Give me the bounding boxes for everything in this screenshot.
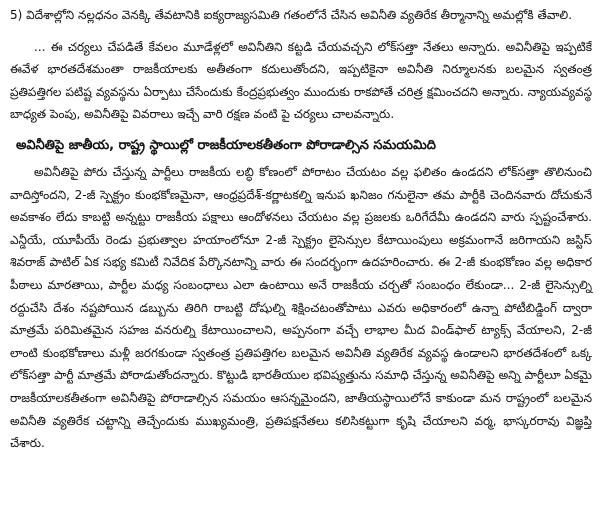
- section-heading: అవినీతిపై జాతీయ, రాష్ట్ర స్థాయిల్లో రాజకీయాలకతీతంగా పోరాడాల్సిన సమయమిది: [16, 137, 436, 153]
- paragraph-loksatta-measures: ... ఈ చర్యలు చేపడితే కేవలం మూడేళ్లలో అవినీతిని కట్టడి చేయవచ్చని లోక్‌సత్తా నేతలు అన్నారు. అవినీతిపై ఇప్పటికే ఈవేళ భారతదేశమంతా రాజకీయాలకు అతీతంగా కదులుతోందని, ఇప్పటికైనా అవినీతి నిర్మూలనకు బలమైన స్వతంత్ర ప్రతిపత్తిగల పటిష్ట వ్యవస్థను ఏర్పాటు చేసేందుకు కేంద్రప్రభుత్వం ముందుకు రాకపోతే చరిత్ర క్షమించదని అన్నారు. న్యాయవ్యవస్థ బాధ్యత పెంపు, అవినీతిపై వివరాలు ఇచ్చే వారి రక్షణ వంటి పై చర్యలు చాలవన్నారు.: [10, 39, 592, 122]
- paragraph-point-5: 5) విదేశాల్లోని నల్లధనం వెనక్కి తేవటానికి ఐక్యరాజ్యసమితి గతంలోనే చేసిన అవినీతి వ్యతిరేక తీర్మానాన్ని అమల్లోకి తేవాలి.: [10, 8, 573, 22]
- paragraph-parties-fight: అవినీతిపై పోరు చేస్తున్న పార్టీలు రాజకీయ లబ్ధి కోణంలో పోరాటం చేయటం వల్ల ఫలితం ఉండదని లోక్‌సత్తా తొలినుంచి వాదిస్తోందని, 2-జీ స్పెక్ట్రం కుంభకోణమైనా, ఆంధ్రప్రదేశ్-కర్ణాటకల్ని ఇనుప ఖనిజం గనులైనా తమ పార్టీకి చెందినవారు దోచుకునే అవకాశం లేదు కాబట్టి అన్నట్టు రాజకీయ పక్షాలు ఆందోళనలు చేయటం వల్ల ప్రజలకు ఒరిగేదేమీ ఉండదని వారు స్పష్టంచేశారు. ఎన్డీయే, యూపీయే రెండు ప్రభుత్వాల హయాంలోనూ 2-జీ స్పెక్ట్రం లైసెన్సుల కేటాయింపులు అక్రమంగానే జరిగాయని జస్టిస్ శివరాజ్ పాటిల్ ఏక సభ్య కమిటీ నివేదిక పేర్కొనటాన్ని వారు ఈ సందర్భంగా ఉదహరించారు. ఈ 2-జీ కుంభకోణం వల్ల అధికార పీఠాలు మారతాయి, పార్టీల మధ్య సంబంధాలు ఎలా ఉంటాయి అనే రాజకీయ చర్చతో సంబంధం లేకుండా... 2-జీ లైసెన్సుల్ని రద్దుచేసి దేశం నష్టపోయిన డబ్బును తిరిగి రాబట్టి దోషుల్ని శిక్షించటంతోపాటు ఎవరు అధికారంలో ఉన్నా పోటీబిడ్డింగ్ ద్వారా మాత్రమే పరిమితమైన సహజ వనరుల్ని కేటాయించాలని, అప్పనంగా వచ్చే లాభాల మీద విండ్‌ఫాల్ ట్యాక్స్ వేయాలని, 2-జీ లాంటి కుంభకోణాలు మళ్లీ జరగకుండా స్వతంత్ర ప్రతిపత్తిగల బలమైన అవినీతి వ్యతిరేక వ్యవస్థ ఉండాలని భారతదేశంలో ఒక్క లోక్‌సత్తా పార్టీ మాత్రమే పోరాడుతోందన్నారు. కొట్టుడి భారతీయుల భవిష్యత్తును సమాధి చేస్తున్న అవినీతిపై అన్ని పార్టీలూ ఏకమై రాజకీయాలకతీతంగా అవినీతిపై పోరాడాల్సిన సమయం ఆసన్నమైందని, జాతీయస్థాయిలోనే కాకుండా మన రాష్ట్రంలో బలమైన అవినీతి వ్యతిరేక చట్టాన్ని తెచ్చేందుకు ముఖ్యమంత్రి, ప్రతిపక్షనేతలు కలిసికట్టుగా కృషి చేయాలని వర్మ, భాస్కరరావు విజ్ఞప్తి చేశారు.: [10, 164, 592, 451]
